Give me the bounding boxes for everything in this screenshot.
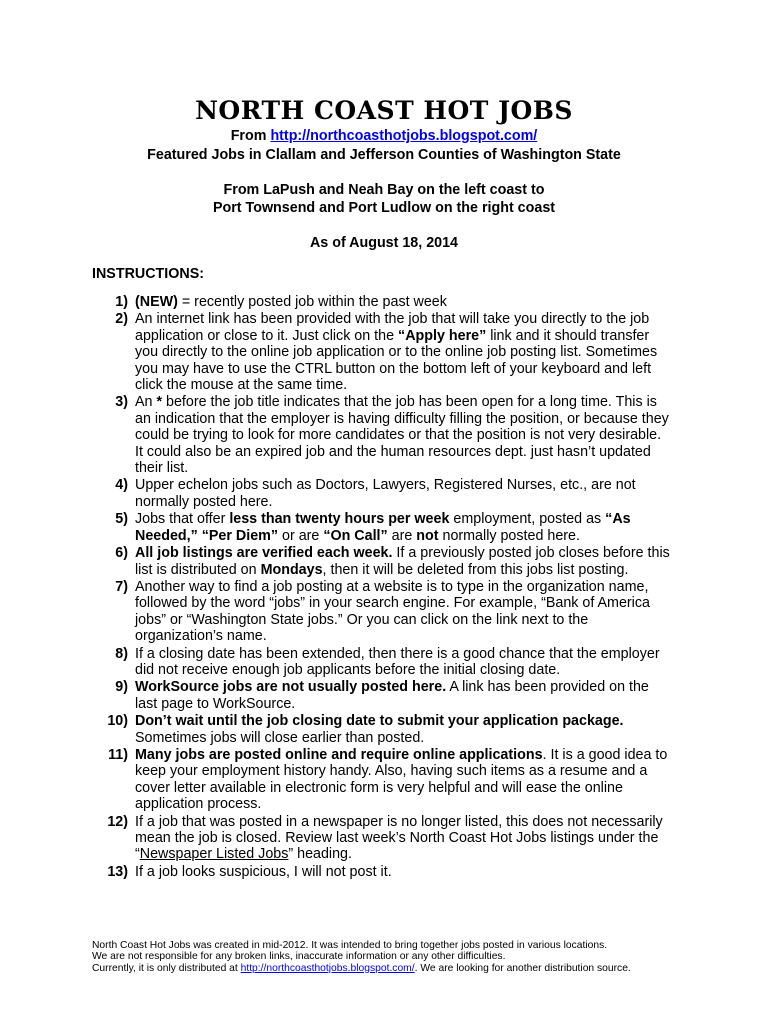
item-text: * (156, 394, 163, 411)
list-item (92, 814, 672, 863)
list-item (92, 477, 672, 510)
item-text: employment, posted as (449, 511, 606, 528)
item-number: 6) (115, 545, 128, 562)
list-item (92, 679, 672, 712)
instructions-list (92, 294, 672, 880)
item-text: Sometimes jobs will close earlier than posted. (135, 729, 425, 746)
item-text: Many jobs are posted online and require online applications (135, 746, 543, 763)
item-text: Jobs that offer (135, 511, 230, 528)
subtitle: Featured Jobs in Clallam and Jefferson Counties of Washington State (147, 147, 621, 163)
item-text: before the job title indicates that the job has been open for a long time. This is an indication that the employer is having difficulty filling the position, or because they could be trying to look for more candidates or that the position is not very desirable. It could also be an expired job and the human resources dept. just hasn’t updated their list. (135, 394, 669, 477)
list-item (92, 864, 672, 880)
footer-line-1: North Coast Hot Jobs was created in mid-2012. It was intended to bring together jobs posted in various locations. (92, 940, 608, 951)
item-text: If a job looks suspicious, I will not post it. (135, 863, 392, 880)
list-item (92, 713, 672, 746)
list-item (92, 646, 672, 679)
item-text: WorkSource jobs are not usually posted here. (135, 679, 447, 696)
blog-link[interactable]: http://northcoasthotjobs.blogspot.com/ (270, 128, 538, 144)
item-number: 2) (115, 311, 128, 328)
item-text: If a job that was posted in a newspaper is no longer listed, this does not necessarily mean the job is closed. Review last week’s North Coast Hot Jobs listings under the “ (135, 813, 663, 863)
item-text: (NEW) (135, 294, 178, 310)
item-number: 4) (115, 477, 128, 494)
item-text: less than twenty hours per week (229, 511, 450, 528)
footer (92, 940, 712, 974)
item-text: are (387, 527, 417, 544)
item-number: 9) (115, 679, 128, 696)
footer-blog-link[interactable]: http://northcoasthotjobs.blogspot.com/ (240, 962, 415, 974)
item-text: . It is a good idea to keep your employment history handy. Also, having such items as a resume and a cover letter available in electronic form is very helpful and will ease the online application process. (135, 746, 668, 813)
item-text: A link has been provided on the last page to WorkSource. (135, 679, 649, 712)
item-number: 5) (115, 511, 128, 528)
item-text: All job listings are verified each week. (135, 545, 393, 562)
item-text: Mondays (260, 561, 323, 578)
footer-text: Currently, it is only distributed at (92, 962, 241, 974)
page-title: NORTH COAST HOT JOBS (195, 96, 573, 125)
footer-line-3 (92, 963, 712, 974)
item-text: Upper echelon jobs such as Doctors, Lawyers, Registered Nurses, etc., are not normally posted here. (135, 477, 636, 510)
item-text: If a closing date has been extended, then there is a good chance that the employer did not receive enough job applicants before the initial closing date. (135, 645, 660, 678)
item-text: or are (278, 527, 324, 544)
list-item (92, 394, 672, 476)
item-number: 1) (115, 294, 128, 310)
list-item (92, 545, 672, 578)
list-item (92, 294, 672, 310)
item-number: 11) (108, 746, 128, 763)
item-number: 8) (115, 645, 128, 662)
item-number: 13) (107, 863, 128, 880)
item-text: link and it should transfer you directly to the online job application or to the online job posting list. Sometimes you may have to use the CTRL button on the bottom left of your keyboard and left click the mouse at the same time. (135, 327, 658, 394)
item-text: Don’t wait until the job closing date to submit your application package. (135, 713, 624, 730)
newspaper-jobs-reference: Newspaper Listed Jobs (139, 846, 289, 863)
item-text: An internet link has been provided with the job that will take you directly to the job application or close to it. Just click on the (135, 311, 650, 344)
as-of-date: As of August 18, 2014 (309, 235, 459, 251)
item-text: = recently posted job within the past week (177, 294, 447, 310)
list-item (92, 579, 672, 645)
item-text: normally posted here. (438, 527, 580, 544)
item-number: 12) (107, 813, 128, 830)
item-number: 3) (115, 394, 128, 411)
item-number: 10) (107, 713, 128, 730)
coast-line-1: From LaPush and Neah Bay on the left coast to (223, 182, 545, 198)
item-text: ” heading. (288, 846, 352, 863)
footer-line-2: We are not responsible for any broken links, inaccurate information or any other difficulties. (92, 951, 506, 963)
item-text: “As Needed,” “Per Diem” (135, 511, 631, 544)
item-text: not (416, 527, 439, 544)
list-item (92, 747, 672, 813)
item-text: , then it will be deleted from this jobs list posting. (322, 561, 629, 578)
list-item (92, 311, 672, 393)
instructions-heading: INSTRUCTIONS: (92, 266, 204, 282)
item-text: “On Call” (323, 527, 388, 544)
list-item (92, 511, 672, 544)
item-text: If a previously posted job closes before this list is distributed on (135, 545, 670, 578)
item-text: An (135, 394, 157, 411)
item-text: “Apply here” (398, 327, 487, 344)
footer-text: . We are looking for another distribution source. (414, 962, 631, 974)
coast-line-2: Port Townsend and Port Ludlow on the right coast (212, 200, 556, 216)
source-line (0, 127, 768, 145)
from-label: From (230, 128, 267, 144)
item-text: Another way to find a job posting at a website is to type in the organization name, followed by the word “jobs” in your search engine. For example, “Bank of America jobs” or “Washington State jobs.” Or you can click on the link next to the organization’s name. (135, 578, 650, 645)
item-number: 7) (115, 578, 128, 595)
